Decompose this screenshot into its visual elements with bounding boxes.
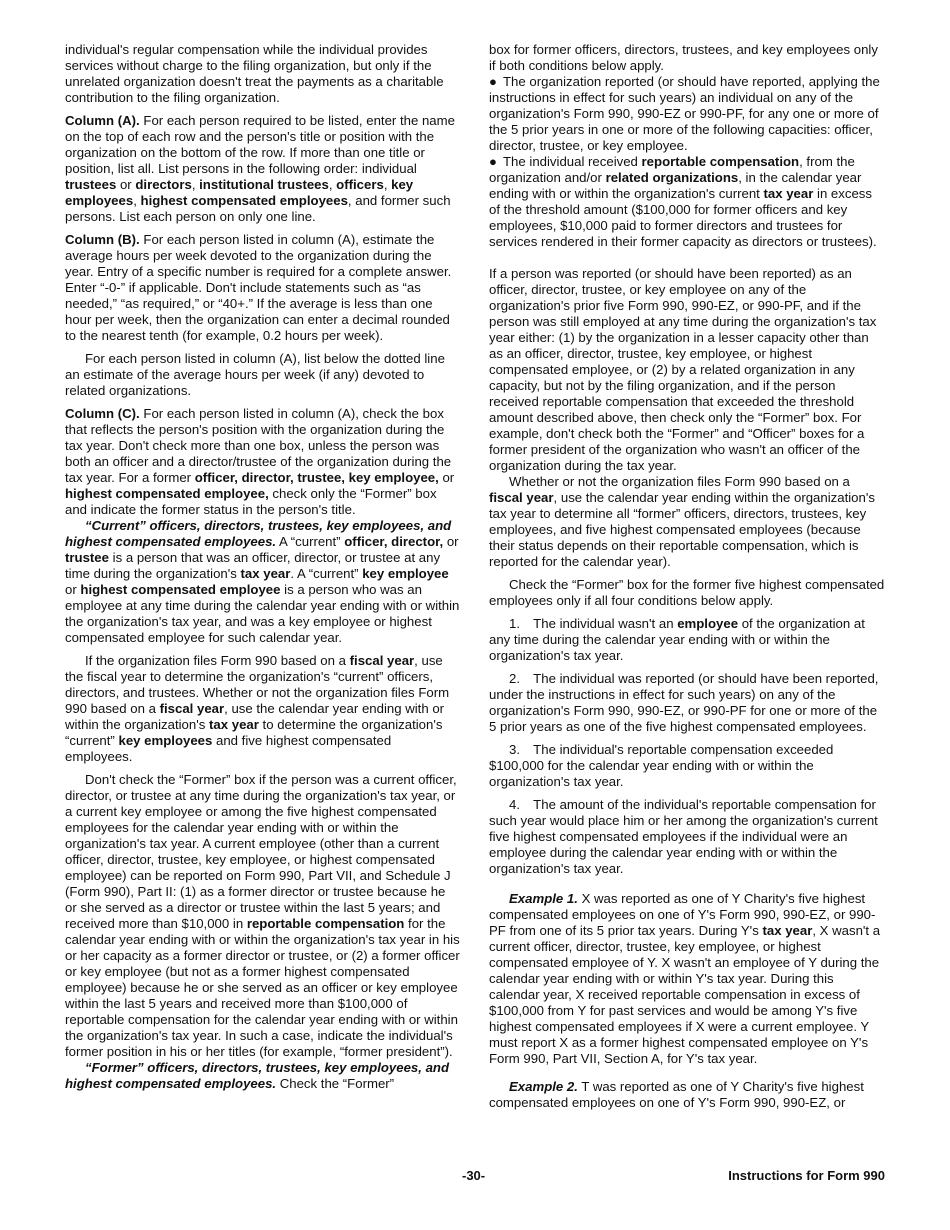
condition-2: 2. The individual was reported (or should have been reported, under the instructions in effect for such years) on any of the organization's Form 990, 990-EZ, or 990-PF for one or more of the 5 prior years as one of the five highest compensated employees. [489,671,879,734]
paragraph-whether-fiscal: Whether or not the organization files Form 990 based on a fiscal year, use the calendar year ending within the organization's tax year to determine all “former” officers, directors, trustees, key employees, and five highest compensated employees (because their status depends on their reportable compensation, which is reported for the calendar year). [489,474,875,569]
paragraph-fiscal-year: If the organization files Form 990 based on a fiscal year, use the fiscal year to determine the organization's “current” officers, directors, and trustees. Whether or not the organization files Form 990 based on a fiscal year, use the calendar year ending with or within the organization's tax year to determine the organization's “current” key employees and five highest compensated employees. [65,653,450,764]
condition-3: 3. The individual's reportable compensation exceeded $100,000 for the calendar year ending with or within the organization's tax year. [489,742,834,789]
paragraph-dont-check-former: Don't check the “Former” box if the person was a current officer, director, or trustee at any time during the organization's tax year, or a current key employee or among the five highest compensated employees for the calendar year ending with or within the organization's tax year. A current employee (other than a current officer, director, trustee, key employee, or highest compensated employee) can be reported on Form 990, Part VII, and Schedule J (Form 990), Part II: (1) as a former director or trustee because he or she served as a director or trustee within the last 5 years; and received more than $10,000 in reportable compensation for the calendar year ending with or within the organization's tax year in his or her capacity as a former director or trustee, or (2) a former officer or key employee (but not as a former highest compensated employee) because he or she served as an officer or key employee within the last 5 years and received more than $100,000 of reportable compensation for the calendar year ending with or within the organization's tax year. In such a case, indicate the individual's former position in his or her titles (for example, “former president”). [65,772,460,1059]
spacer [489,250,885,266]
paragraph-former-box: box for former officers, directors, trustees, and key employees only if both conditions below apply. [489,42,878,73]
condition-4: 4. The amount of the individual's reportable compensation for such year would place him or her among the organization's current five highest compensated employees if the individual were an employee during the calendar year ending with or within the organization's tax year. [489,797,878,876]
paragraph-column-a: Column (A). For each person required to be listed, enter the name on the top of each row and the person's title or position with the organization on the bottom of the row. If more than one title or position, list all. List persons in the following order: individual trustees or directors, institutional trustees, officers, key employees, highest compensated employees, and former such persons. List each person on only one line. [65,113,455,224]
bullet-icon: ● [489,154,497,169]
left-column [65,42,460,1092]
bullet-item-compensation: ● The individual received reportable compensation, from the organization and/or related organizations, in the calendar year ending with or within the organization's current tax year in excess of the threshold amount ($100,000 for former officers and key employees, $10,000 paid to former directors and trustees for services rendered in their former capacity as directors or trustees). [489,154,877,249]
paragraph-column-b: Column (B). For each person listed in column (A), estimate the average hours per week devoted to the organization during the year. Entry of a specific number is required for a complete answer. Enter “-0-” if applicable. Don't include statements such as “as needed,” “as required,” or “40+.” If the average is less than one hour per week, then the organization can enter a decimal rounded to the nearest tenth (for example, 0.2 hours per week). [65,232,452,343]
paragraph-regular-compensation: individual's regular compensation while the individual provides services without charge to the filing organization, but only if the unrelated organization doesn't treat the payments as a charitable contribution to the filing organization. [65,42,444,105]
bullet-item-reported: ● The organization reported (or should have reported, applying the instructions in effect for such years) an individual on any of the organization's Form 990, 990-EZ or 990-PF, for any one or more of the 5 prior years in one or more of the following capacities: officer, director, trustee, or key employee. [489,74,880,153]
condition-1: 1. The individual wasn't an employee of the organization at any time during the calendar year ending with or within the organization's tax year. [489,616,865,663]
paragraph-former-officers: “Former” officers, directors, trustees, key employees, and highest compensated employees. Check the “Former” [65,1060,450,1091]
document-title: Instructions for Form 990 [728,1168,885,1183]
paragraph-current-officers: “Current” officers, directors, trustees, key employees, and highest compensated employees. A “current” officer, director, or trustee is a person that was an officer, director, or trustee at any time during the organization's tax year. A “current” key employee or highest compensated employee is a person who was an employee at any time during the calendar year ending with or within the organization's tax year, and was a key employee or highest compensated employee for such calendar year. [65,518,460,645]
right-column [489,42,885,1111]
page-number: -30- [462,1168,486,1183]
bullet-icon: ● [489,74,497,89]
paragraph-related-hours: For each person listed in column (A), list below the dotted line an estimate of the average hours per week (if any) devoted to related organizations. [65,351,445,398]
paragraph-check-former: Check the “Former” box for the former five highest compensated employees only if all four conditions below apply. [489,577,885,608]
paragraph-example-2: Example 2. T was reported as one of Y Charity's five highest compensated employees on one of Y's Form 990, 990-EZ, or [489,1079,864,1110]
paragraph-example-1: Example 1. X was reported as one of Y Charity's five highest compensated employees on one of Y's Form 990, 990-EZ, or 990-PF from one of its 5 prior tax years. During Y's tax year, X wasn't a current officer, director, trustee, key employee, or highest compensated employee of Y. X wasn't an employee of Y during the calendar year ending with or within Y's tax year. During this calendar year, X received reportable compensation in excess of $100,000 from Y for past services and would be among Y's five highest compensated employees if X were a current employee. Y must report X as a former highest compensated employee on Y's Form 990, Part VII, Section A, for Y's tax year. [489,891,881,1066]
paragraph-if-person-reported: If a person was reported (or should have been reported) as an officer, director, trustee, or key employee on any of the organization's prior five Form 990, 990-EZ, or 990-PF, and if the person was still employed at any time during the organization's tax year either: (1) by the organization in a lesser capacity other than as an officer, director, trustee, key employee, or highest compensated employee, or (2) by a related organization in any capacity, but not by the filing organization, and if the person received reportable compensation that exceeded the threshold amount described above, then check only the “Former” box. For example, don't check both the “Former” and “Officer” boxes for a former president of the organization who wasn't an officer of the organization during the tax year. [489,266,877,473]
paragraph-column-c: Column (C). For each person listed in column (A), check the box that reflects the person's position with the organization during the tax year. Don't check more than one box, unless the person was both an officer and a director/trustee of the organization during the tax year. For a former officer, director, trustee, key employee, or highest compensated employee, check only the “Former” box and indicate the former status in the person's title. [65,406,455,517]
